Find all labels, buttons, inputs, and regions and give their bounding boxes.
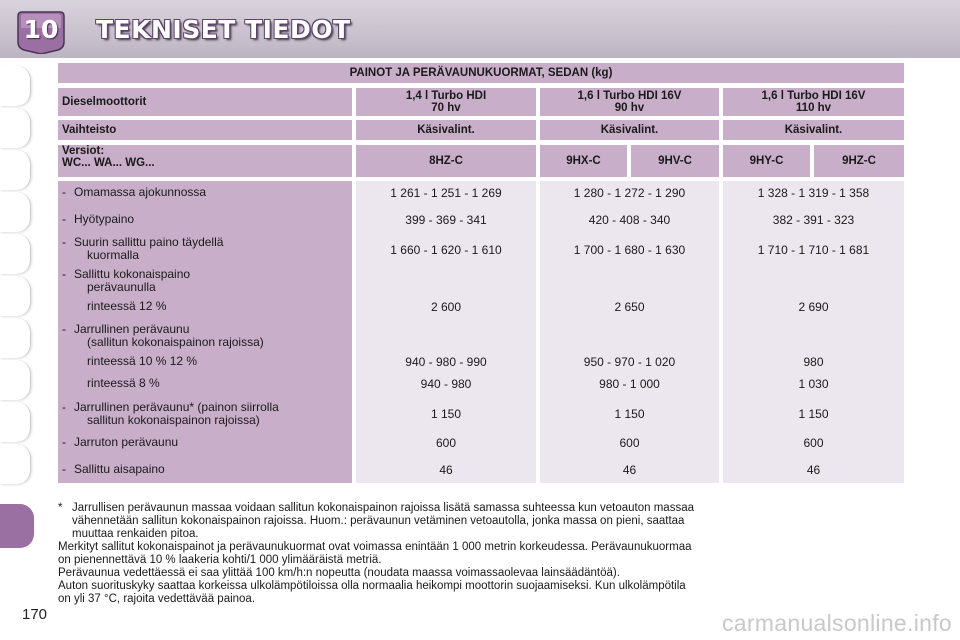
table-row-label: - <box>62 235 66 249</box>
gearbox-value: Käsivalint. <box>356 120 536 140</box>
footnote-speed <box>58 567 904 580</box>
table-cell: 600 <box>619 436 640 450</box>
table-row-label: Jarrullinen perävaunu (sallitun kokonaispainon rajoissa) <box>74 322 264 349</box>
table-cell: 940 - 980 - 990 <box>405 355 487 369</box>
footnote-line: Jarrullisen perävaunun massaa voidaan sallitun kokonaispainon rajoissa lisätä samassa suhteessa kun vetoauton massaa <box>72 502 694 514</box>
watermark: carmanualsonline.info <box>721 610 952 636</box>
table-cell: 382 - 391 - 323 <box>772 213 855 227</box>
footnote-temperature <box>58 580 904 606</box>
engine-name: 1,6 l Turbo HDI 16V <box>577 90 682 102</box>
side-tab[interactable] <box>0 402 31 442</box>
side-tab[interactable] <box>0 66 31 106</box>
table-cell: 1 150 <box>430 407 462 421</box>
footnote-line: Auton suorituskyky saattaa korkeissa ulkolämpötiloissa olla normaalia heikompi moottorin suojaamiseksi. Kun ulkolämpötila <box>58 580 686 592</box>
table-cell: 46 <box>439 463 453 477</box>
versions-label <box>58 145 352 177</box>
version-code: 9HV-C <box>631 145 719 177</box>
engine-power: 70 hv <box>431 102 461 114</box>
version-code: 8HZ-C <box>356 145 536 177</box>
footnote-star <box>58 502 904 540</box>
version-code: 9HZ-C <box>814 145 904 177</box>
engine-label: Dieselmoottorit <box>58 88 352 116</box>
gearbox-value: Käsivalint. <box>723 120 904 140</box>
engine-header <box>723 88 904 116</box>
table-cell: 1 660 - 1 620 - 1 610 <box>390 243 502 257</box>
footnote-altitude <box>58 541 904 567</box>
table-cell: 1 328 - 1 319 - 1 358 <box>757 186 870 200</box>
footnote-line: on pienennettävä 10 % laakeria kohti/1 000 ylimääräistä metriä. <box>58 553 382 566</box>
table-row-label: Jarrullinen perävaunu* (painon siirrolla sallitun kokonaispainon rajoissa) <box>74 400 279 427</box>
side-tab[interactable] <box>0 276 31 316</box>
table-row-label: rinteessä 10 % 12 % <box>87 354 198 368</box>
footnote-line: vähennetään sallitun kokonaispainon rajoissa. Huom.: perävaunun vetäminen vetoautolla, jonka massa on pieni, saattaa <box>72 514 685 527</box>
table-row-label: Jarruton perävaunu <box>74 435 179 449</box>
table-row-label: Sallittu aisapaino <box>74 462 165 476</box>
versions-label-line: Versiot: <box>62 145 105 157</box>
version-code: 9HY-C <box>723 145 810 177</box>
side-tab[interactable] <box>0 234 31 274</box>
footnote-line: Merkityt sallitut kokonaispainot ja perävaunukuormat ovat voimassa enintään 1 000 metrin korkeudessa. Perävaunukuormaa <box>58 541 692 553</box>
page-number: 170 <box>22 606 48 623</box>
table-row-label: Hyötypaino <box>74 212 135 226</box>
engine-power: 90 hv <box>614 102 645 114</box>
table-row-label: - <box>62 185 66 199</box>
gearbox-label: Vaihteisto <box>58 120 352 140</box>
table-cell: 1 150 <box>798 407 829 421</box>
table-row-label: - <box>62 267 66 281</box>
table-cell: 1 150 <box>614 407 645 421</box>
engine-name: 1,6 l Turbo HDI 16V <box>761 90 866 102</box>
table-cell: 46 <box>806 463 821 477</box>
side-tab[interactable] <box>0 192 31 232</box>
table-row-label: - <box>62 435 66 449</box>
engine-power: 110 hv <box>795 102 832 114</box>
table-row-label: - <box>62 212 66 226</box>
page-title: TEKNISET TIEDOT <box>96 15 351 44</box>
table-cell: 1 700 - 1 680 - 1 630 <box>573 243 686 257</box>
engine-name: 1,4 l Turbo HDI <box>405 90 487 102</box>
table-cell: 1 261 - 1 251 - 1 269 <box>390 186 502 200</box>
table-row-label: - <box>62 462 66 476</box>
table-cell: 399 - 369 - 341 <box>405 213 487 227</box>
side-tab[interactable] <box>0 444 31 484</box>
versions-label-line: WC... WA... WG... <box>62 157 155 169</box>
table-row-label: - <box>62 400 66 414</box>
side-tabs <box>0 60 34 580</box>
table-cell: 1 710 - 1 710 - 1 681 <box>757 243 870 257</box>
gearbox-value: Käsivalint. <box>540 120 719 140</box>
engine-header <box>356 88 536 116</box>
table-row-label: Sallittu kokonaispaino perävaunulla <box>74 267 191 294</box>
table-title: PAINOT JA PERÄVAUNUKUORMAT, SEDAN (kg) <box>58 63 904 83</box>
table-cell: 420 - 408 - 340 <box>588 213 671 227</box>
table-cell: 46 <box>622 463 637 477</box>
footnote-marker: * <box>58 502 63 514</box>
table-row-label: Suurin sallittu paino täydellä kuormalla <box>74 235 224 262</box>
table-row-label: - <box>62 322 66 336</box>
table-cell: 2 600 <box>430 300 462 314</box>
table-cell: 940 - 980 <box>420 377 472 391</box>
side-tab[interactable] <box>0 150 31 190</box>
table-cell: 980 <box>803 355 824 369</box>
engine-header <box>540 88 719 116</box>
table-cell: 2 650 <box>614 300 645 314</box>
side-tab-active[interactable] <box>0 504 34 548</box>
footnote-line: muuttaa renkaiden pitoa. <box>72 527 199 540</box>
chapter-badge <box>16 8 66 54</box>
table-cell: 980 - 1 000 <box>599 377 660 391</box>
table-cell: 1 030 <box>798 377 829 391</box>
table-row-label: rinteessä 8 % <box>87 376 160 390</box>
table-cell: 950 - 970 - 1 020 <box>583 355 676 369</box>
table-cell: 600 <box>435 436 457 450</box>
side-tab[interactable] <box>0 108 31 148</box>
side-tab[interactable] <box>0 318 31 358</box>
table-cell: 600 <box>803 436 824 450</box>
table-row-label: rinteessä 12 % <box>87 299 167 313</box>
footnote-line: Perävaunua vedettäessä ei saa ylittää 100 km/h:n nopeutta (noudata maassa voimassaolevaa lainsäädäntöä). <box>58 567 620 579</box>
chapter-number: 10 <box>23 15 59 44</box>
table-cell: 2 690 <box>798 300 829 314</box>
version-code: 9HX-C <box>540 145 627 177</box>
footnote-line: on yli 37 °C, rajoita vedettävää painoa. <box>58 592 256 605</box>
side-tab[interactable] <box>0 360 31 400</box>
table-row-label: Omamassa ajokunnossa <box>74 185 207 199</box>
table-cell: 1 280 - 1 272 - 1 290 <box>573 186 686 200</box>
